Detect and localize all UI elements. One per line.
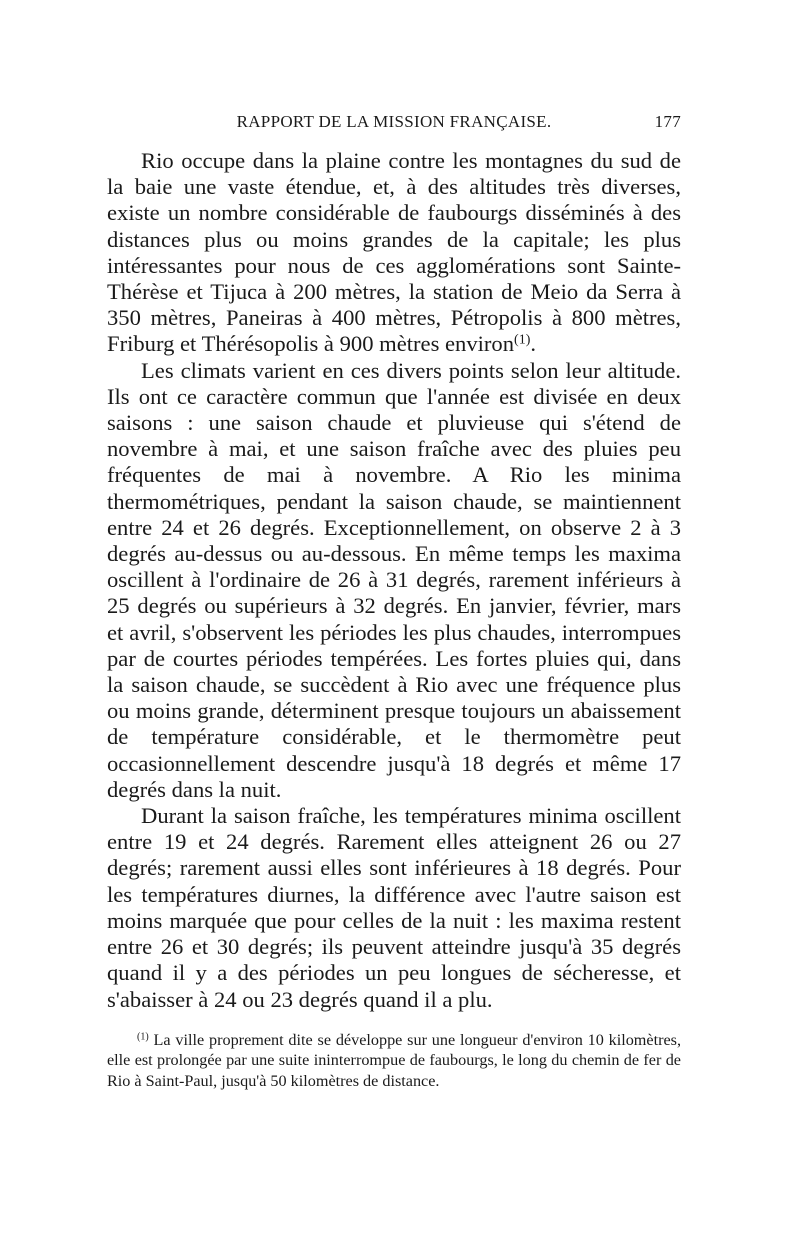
paragraph-1-text: Rio occupe dans la plaine contre les montagnes du sud de la baie une vaste étendue, et, à des altitudes très diverses, existe un nombre considérable de faubourgs disséminés à des distances plus ou moins grandes de la capitale; les plus intéressantes pour nous de ces agglomérations sont Sainte-Thérèse et Tijuca à 200 mètres, la station de Meio da Serra à 350 mètres, Paneiras à 400 mètres, Pétropolis à 800 mètres, Friburg et Thérésopolis à 900 mètres environ xyxy=(107,148,681,357)
paragraph-1-end: . xyxy=(530,331,537,357)
page-number: 177 xyxy=(654,112,681,131)
body-text xyxy=(107,148,681,1013)
footnotes xyxy=(107,1030,681,1092)
footnote-1 xyxy=(107,1030,681,1092)
paragraph-3: Durant la saison fraîche, les températures minima oscillent entre 19 et 24 degrés. Rarement elles atteignent 26 ou 27 degrés; rarement aussi elles sont inférieures à 18 degrés. Pour les températures diurnes, la différence avec l'autre saison est moins marquée que pour celles de la nuit : les maxima restent entre 26 et 30 degrés; ils peuvent atteindre jusqu'à 35 degrés quand il y a des périodes un peu longues de sécheresse, et s'abaisser à 24 ou 23 degrés quand il a plu. xyxy=(107,803,681,1012)
footnote-marker: (1) xyxy=(137,1031,149,1043)
book-page xyxy=(107,112,681,1091)
paragraph-1 xyxy=(107,148,681,358)
footnote-text: La ville proprement dite se développe sur une longueur d'environ 10 kilomètres, elle est prolongée par une suite ininterrompue de faubourgs, le long du chemin de fer de Rio à Saint-Paul, jusqu'à 50 kilomètres de distance. xyxy=(107,1030,681,1090)
paragraph-2: Les climats varient en ces divers points selon leur altitude. Ils ont ce caractère commun que l'année est divisée en deux saisons : une saison chaude et pluvieuse qui s'étend de novembre à mai, et une saison fraîche avec des pluies peu fréquentes de mai à novembre. A Rio les minima thermométriques, pendant la saison chaude, se maintiennent entre 24 et 26 degrés. Exceptionnellement, on observe 2 à 3 degrés au-dessus ou au-dessous. En même temps les maxima oscillent à l'ordinaire de 26 à 31 degrés, rarement inférieurs à 25 degrés ou supérieurs à 32 degrés. En janvier, février, mars et avril, s'observent les périodes les plus chaudes, interrompues par de courtes périodes tempérées. Les fortes pluies qui, dans la saison chaude, se succèdent à Rio avec une fréquence plus ou moins grande, déterminent presque toujours un abaissement de température considérable, et le thermomètre peut occasionnellement descendre jusqu'à 18 degrés et même 17 degrés dans la nuit. xyxy=(107,357,681,802)
running-head xyxy=(107,112,681,142)
running-title: RAPPORT DE LA MISSION FRANÇAISE. xyxy=(236,112,552,131)
footnote-reference: (1) xyxy=(514,332,531,348)
